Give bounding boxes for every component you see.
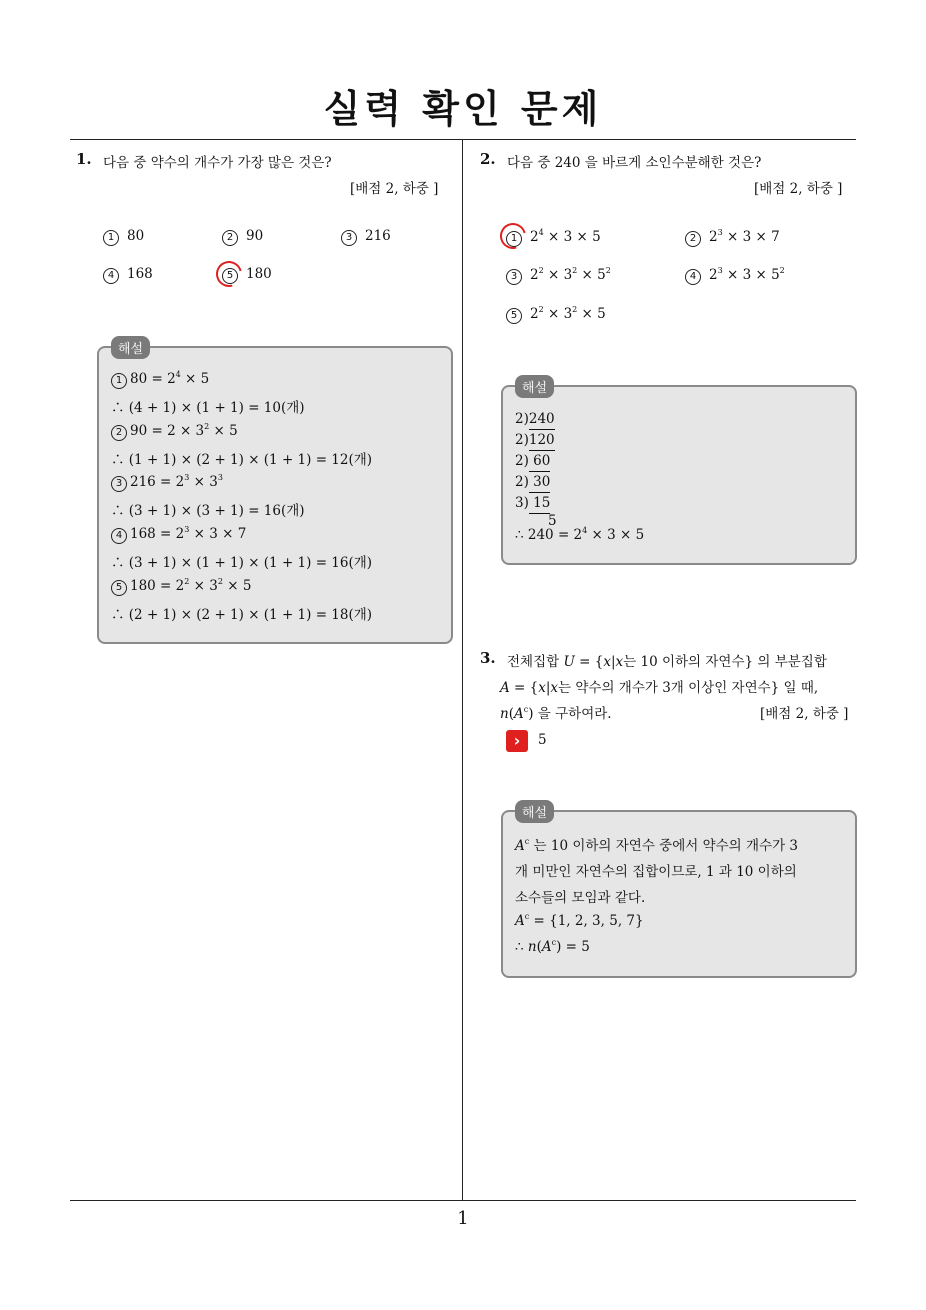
- q3-text-line-3: $n(A^c)$ 을 구하여라.: [500, 705, 612, 722]
- q1-solution-box: [97, 342, 453, 644]
- q3-sol-line-5: ∴ $n(A^c) = 5$: [515, 938, 590, 955]
- q1-choice-3[interactable]: 3 216: [341, 228, 391, 246]
- q1-choice-5[interactable]: 5 180: [222, 266, 272, 284]
- q2-number: 2.: [480, 150, 496, 168]
- q3-sol-line-1: $A^c$ 는 10 이하의 자연수 중에서 약수의 개수가 3: [515, 837, 798, 854]
- q3-meta: [배점 2, 하중 ]: [760, 706, 849, 722]
- q1-choice-1[interactable]: 1 80: [103, 228, 144, 246]
- q2-division-ladder: [515, 409, 557, 528]
- q1-sol-line: 4 $168 = 2^3 \times 3 \times 7$: [111, 525, 246, 544]
- q1-sol-line: ∴ (1 + 1) × (2 + 1) × (1 + 1) = 12(개): [111, 452, 373, 468]
- page-title: 실력 확인 문제: [323, 87, 603, 131]
- q3-text-line-1: 전체집합 U = {x|x는 10 이하의 자연수} 의 부분집합: [507, 654, 827, 670]
- q1-number: 1.: [76, 150, 92, 168]
- q1-sol-line: 2 $90 = 2 \times 3^2 \times 5$: [111, 422, 238, 441]
- q3-solution-tag: 해설: [515, 800, 554, 823]
- q1-sol-line: 1 $80 = 2^4 \times 5$: [111, 370, 209, 389]
- q3-sol-line-3: 소수들의 모임과 같다.: [515, 890, 646, 906]
- q1-sol-line: 3 $216 = 2^3 \times 3^3$: [111, 473, 223, 492]
- q2-choice-5-mark: 5: [506, 308, 522, 324]
- q1-choice-1-mark: 1: [103, 230, 119, 246]
- header-rule: [70, 139, 856, 140]
- division-row: 2)120: [515, 430, 557, 451]
- q3-solution-box: [501, 806, 857, 978]
- q1-sol-line: 5 $180 = 2^2 \times 3^2 \times 5$: [111, 577, 251, 596]
- q1-text: 다음 중 약수의 개수가 가장 많은 것은?: [103, 155, 332, 171]
- q1-sol-line: ∴ (4 + 1) × (1 + 1) = 10(개): [111, 400, 305, 416]
- q1-sol-line: ∴ (2 + 1) × (2 + 1) × (1 + 1) = 18(개): [111, 607, 373, 623]
- q2-choice-5[interactable]: 5 $2^2 \times 3^2 \times 5$: [506, 305, 606, 324]
- division-rest: 5: [548, 513, 557, 529]
- q2-choice-3-mark: 3: [506, 269, 522, 285]
- q2-meta: [배점 2, 하중 ]: [754, 181, 843, 197]
- q1-choice-4[interactable]: 4 168: [103, 266, 153, 284]
- q2-answer-circle: [495, 218, 531, 254]
- q1-choice-2-mark: 2: [222, 230, 238, 246]
- q1-choice-3-mark: 3: [341, 230, 357, 246]
- q3-answer: 5: [538, 732, 547, 748]
- q3-text-line-2: A = {x|x는 약수의 개수가 3개 이상인 자연수} 일 때,: [500, 680, 819, 696]
- q2-choice-1[interactable]: 1 $2^4 \times 3 \times 5$: [506, 228, 601, 247]
- q2-sol-conclusion: ∴ $240 = 2^4 \times 3 \times 5$: [515, 526, 645, 543]
- q2-solution-box: [501, 381, 857, 565]
- q1-solution-tag: 해설: [111, 336, 150, 359]
- q2-choice-4-mark: 4: [685, 269, 701, 285]
- q1-meta: [배점 2, 하중 ]: [350, 181, 439, 197]
- q3-sol-line-4: $A^c = \{1$, 2, 3, 5, 7}: [515, 912, 644, 929]
- answer-arrow-icon: ›: [506, 730, 528, 752]
- q1-choice-4-mark: 4: [103, 268, 119, 284]
- division-row: 2) 30: [515, 472, 557, 493]
- q3-number: 3.: [480, 649, 496, 667]
- q2-choice-2[interactable]: 2 $2^3 \times 3 \times 7$: [685, 228, 780, 247]
- q2-choice-1-mark: 1: [506, 231, 522, 247]
- q2-choice-4[interactable]: 4 $2^3 \times 3 \times 5^2$: [685, 266, 785, 285]
- q1-sol-line: ∴ (3 + 1) × (3 + 1) = 16(개): [111, 503, 305, 519]
- q2-choice-3[interactable]: 3 $2^2 \times 3^2 \times 5^2$: [506, 266, 611, 285]
- division-row: 3) 15: [515, 493, 557, 514]
- column-divider: [462, 140, 463, 1200]
- division-row: 2)240: [515, 409, 557, 430]
- q3-sol-line-2: 개 미만인 자연수의 집합이므로, 1 과 10 이하의: [515, 864, 797, 880]
- q1-sol-line: ∴ (3 + 1) × (1 + 1) × (1 + 1) = 16(개): [111, 555, 373, 571]
- division-row: 2) 60: [515, 451, 557, 472]
- footer-rule: [70, 1200, 856, 1201]
- q1-choice-5-mark: 5: [222, 268, 238, 284]
- q2-text: 다음 중 240 을 바르게 소인수분해한 것은?: [507, 155, 762, 171]
- q2-choice-2-mark: 2: [685, 231, 701, 247]
- q2-solution-tag: 해설: [515, 375, 554, 398]
- q1-answer-circle: [211, 256, 247, 292]
- q1-choice-2[interactable]: 2 90: [222, 228, 263, 246]
- page-number: 1: [457, 1208, 469, 1229]
